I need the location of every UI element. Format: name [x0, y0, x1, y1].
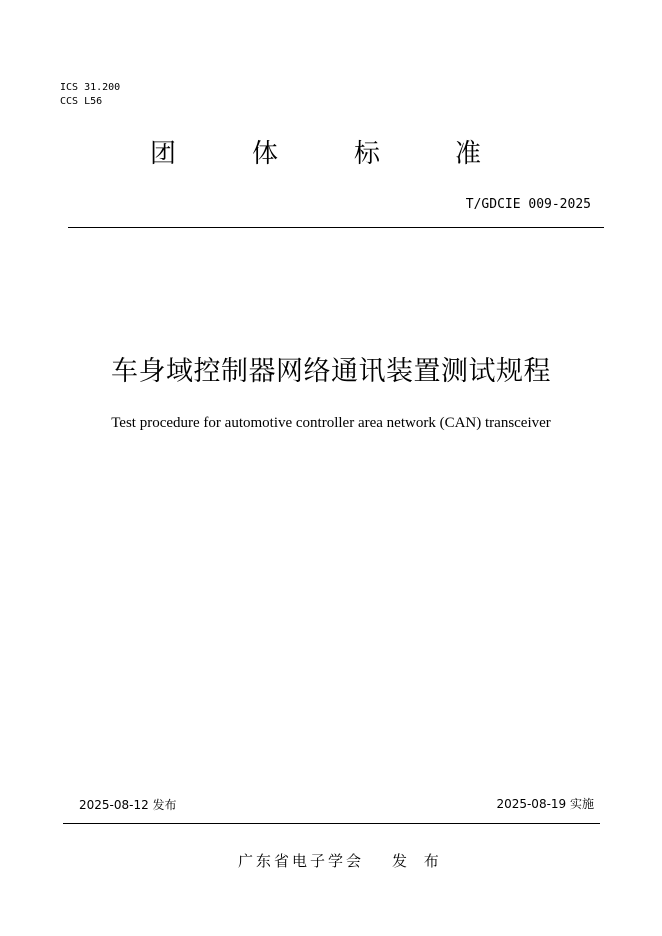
publish-label: 发 布 [392, 852, 445, 870]
ics-code: ICS 31.200 [60, 82, 121, 93]
document-title-english: Test procedure for automotive controller area network (CAN) transceiver [111, 415, 551, 431]
standard-type-char-2: 体 [252, 139, 279, 169]
standard-number: T/GDCIE 009-2025 [465, 197, 591, 212]
classification-codes [60, 81, 120, 109]
ccs-code: CCS L56 [60, 96, 103, 107]
implementation-date: 2025-08-19 实施 [496, 797, 594, 811]
document-title-chinese: 车身域控制器网络通讯装置测试规程 [111, 356, 551, 387]
issue-date: 2025-08-12 发布 [79, 798, 177, 812]
standard-type-char-3: 标 [354, 139, 381, 169]
bottom-divider [63, 823, 600, 824]
standard-type-heading [150, 136, 490, 172]
publisher-name: 广东省电子学会 [238, 852, 365, 870]
standard-type-char-1: 团 [150, 139, 177, 169]
standard-type-char-4: 准 [455, 139, 482, 169]
top-divider [68, 227, 604, 228]
